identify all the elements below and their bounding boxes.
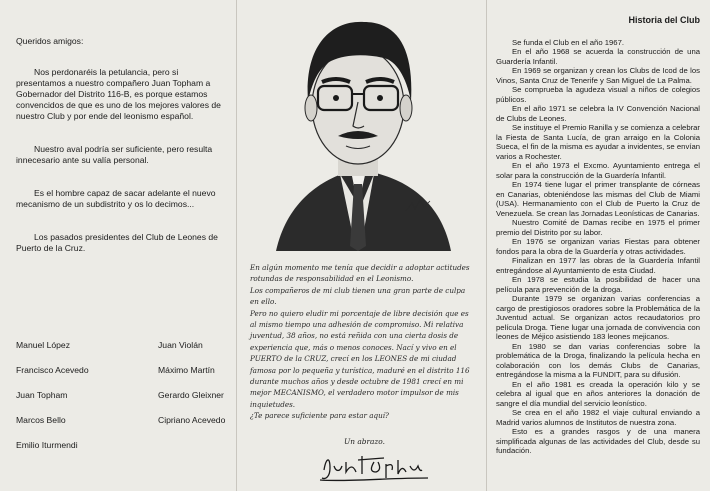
history-paragraph: En el año 1971 se celebra la IV Convención Nacional de Clubs de Leones. bbox=[496, 104, 700, 123]
right-panel bbox=[486, 0, 710, 491]
history-paragraph: Finalizan en 1977 las obras de la Guardería Infantil entregándose al Ayuntamiento de esta Ciudad. bbox=[496, 256, 700, 275]
history-paragraph: En 1980 se dan varias conferencias sobre la problemática de la Droga, finalizando la película hecha en colaboración con los demás Clubs de Canarias, entregándose la misma a la FUNDIT, para su difusión. bbox=[496, 341, 700, 379]
signature-image bbox=[316, 448, 436, 484]
history-paragraph: En 1978 se estudia la posibilidad de hacer una película para prevención de la droga. bbox=[496, 275, 700, 294]
president-name: Juan Topham bbox=[16, 390, 68, 400]
history-paragraph: En 1974 tiene lugar el primer transplante de córneas en Canarias, obteniéndose las mismas del Club de Miami (USA). Hermanamiento con el Club de Puerto la Cruz de Venezuela. Se crean las Jornadas Leonísticas de Canarias. bbox=[496, 180, 700, 218]
handwritten-line-2: Los compañeros de mi club tienen una gran parte de culpa en ello. bbox=[250, 285, 466, 307]
president-name: Manuel López bbox=[16, 340, 70, 350]
history-paragraph: En el año 1973 el Excmo. Ayuntamiento entrega el solar para la construcción de la Guardería Infantil. bbox=[496, 161, 700, 180]
president-name: Gerardo Gleixner bbox=[158, 390, 224, 400]
letter-paragraph-4: Los pasados presidentes del Club de Leones de Puerto de la Cruz. bbox=[16, 232, 218, 253]
greeting: Queridos amigos: bbox=[16, 36, 84, 46]
letter-paragraph-3: Es el hombre capaz de sacar adelante el nuevo mecanismo de un subdistrito y os lo decimos... bbox=[16, 188, 216, 209]
handwritten-line-1: En algún momento me tenía que decidir a adoptar actitudes rotundas de responsabilidad en el Leonismo. bbox=[250, 263, 470, 284]
president-name: Juan Violán bbox=[158, 340, 203, 350]
history-paragraph: En el año 1968 se acuerda la construcción de una Guardería Infantil. bbox=[496, 47, 700, 66]
letter-paragraph-1: Nos perdonaréis la petulancia, pero si presentamos a nuestro compañero Juan Topham a Gobernador del Distrito 116-B, es porque estamos convencidos de que es uno de los mejores valores de nuestro Club y por ende del leonismo español. bbox=[16, 67, 221, 121]
closing-text: Un abrazo. bbox=[344, 437, 385, 446]
history-paragraph: Se funda el Club en el año 1967. bbox=[512, 37, 624, 47]
letter-paragraph-2: Nuestro aval podría ser suficiente, pero resulta innecesario ante su valía personal. bbox=[16, 144, 213, 165]
handwritten-line-4: ¿Te parece suficiente para estar aquí? bbox=[250, 411, 389, 421]
history-paragraph: Durante 1979 se organizan varias conferencias a cargo de prestigiosos oradores sobre la Problemática de la Juventud actual. Se organizan actos recaudatorios pro película Droga. Tiene lugar una jornada de convivencia con leones de Méjico asistiendo 183 leones mejicanos. bbox=[496, 294, 700, 341]
handwritten-line-3: Pero no quiero eludir mi porcentaje de libre decisión que es al mismo tiempo una adhesión de compromiso. Mi relativa juventud, 38 años, no está reñida con una cierta dosis de experiencia que, más o menos conoces. Nací y vivo en el PUERTO de la CRUZ, crecí en los LEONES de mi ciudad famosa por lo pequeña y turística, maduré en el distrito 116 durante muchos años y desde octubre de 1981 crecí en mi mejor MECANISMO, el verdadero motor impulsor de mis inquietudes. bbox=[250, 308, 470, 409]
handwritten-letter bbox=[250, 262, 472, 422]
history-title: Historia del Club bbox=[628, 15, 700, 25]
history-paragraph: Nuestro Comité de Damas recibe en 1975 el primer premio del Distrito por su labor. bbox=[496, 218, 700, 237]
portrait-sketch bbox=[256, 6, 461, 251]
history-paragraph: Se comprueba la agudeza visual a niños de colegios públicos. bbox=[496, 85, 700, 104]
history-paragraph: En 1969 se organizan y crean los Clubs de Icod de los Vinos, Santa Cruz de Tenerife y San Miguel de La Palma. bbox=[496, 66, 700, 85]
history-paragraph: Se crea en el año 1982 el viaje cultural enviando a Madrid varios alumnos de Institutos de nuestra zona. bbox=[496, 408, 700, 427]
president-name: Marcos Bello bbox=[16, 415, 66, 425]
president-name: Francisco Acevedo bbox=[16, 365, 89, 375]
president-name: Máximo Martín bbox=[158, 365, 215, 375]
center-panel bbox=[236, 0, 486, 491]
history-paragraph: Se instituye el Premio Ranilla y se comienza a celebrar la Fiesta de Santa Lucía, de gran arraigo en la Colonia Sueca, el fin de la misma es ayudar a invidentes, se envían varios a Rochester. bbox=[496, 123, 700, 161]
history-paragraph: Esto es a grandes rasgos y de una manera simplificada algunas de las actividades del Club, desde su fundación. bbox=[496, 427, 700, 455]
president-name: Cipriano Acevedo bbox=[158, 415, 226, 425]
history-paragraph: En el año 1981 es creada la operación kilo y se celebra al igual que en años anteriores la donación de sangre el día mundial del servicio leonístico. bbox=[496, 379, 700, 408]
president-name: Emilio Iturmendi bbox=[16, 440, 78, 450]
history-paragraph: En 1976 se organizan varias Fiestas para obtener fondos para la obra de la Guardería y otras actividades. bbox=[496, 237, 700, 256]
